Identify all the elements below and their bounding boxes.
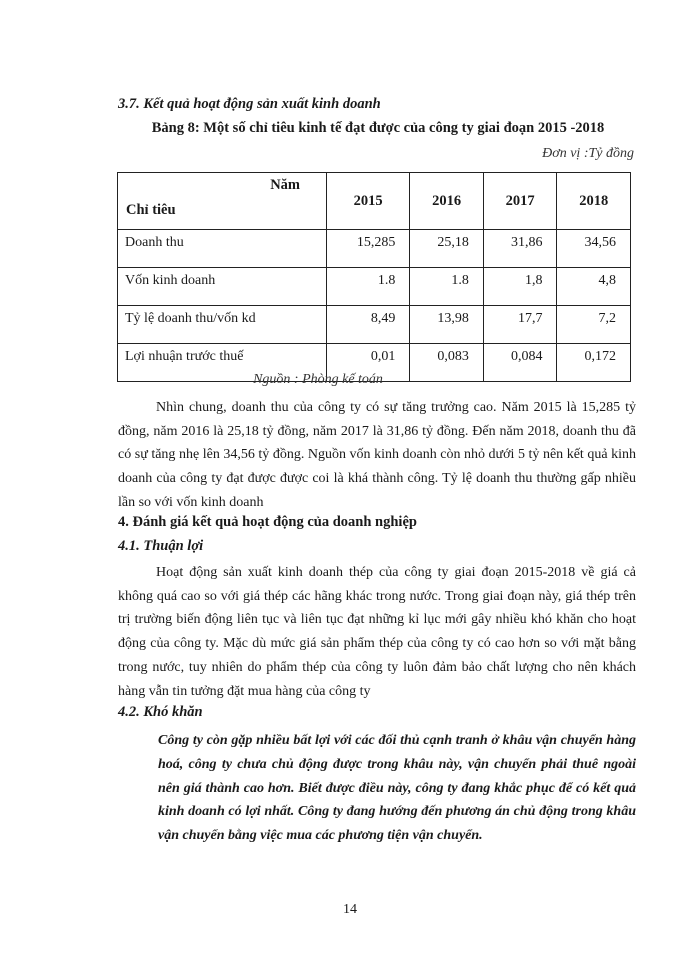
difficulties-paragraph: Công ty còn gặp nhiều bất lợi với các đối thủ cạnh tranh ở khâu vận chuyển hàng hoá, công ty chưa chủ động được trong khâu này, vận chuyển phải thuê ngoài nên giá thành cao hơn. Biết được điều này, công ty đang khắc phục để có kết quả kinh doanh có lợi nhất. Công ty đang hướng đến phương án chủ động trong khâu vận chuyển bằng việc mua các phương tiện vận chuyển. <box>158 733 636 844</box>
row-label: Lợi nhuận trước thuế <box>118 344 327 382</box>
table-cell: 17,7 <box>483 306 557 344</box>
row-label: Doanh thu <box>118 230 327 268</box>
indicators-table <box>117 172 631 382</box>
table-corner-cell <box>118 173 327 230</box>
summary-paragraph: Nhìn chung, doanh thu của công ty có sự tăng trưởng cao. Năm 2015 là 15,285 tỷ đồng, năm 2016 là 25,18 tỷ đồng, năm 2017 là 31,86 tỷ đồng. Đến năm 2018, doanh thu đã có sự tăng nhẹ lên 34,56 tỷ đồng. Nguồn vốn kinh doanh còn nhỏ dưới 5 tỷ nên kết quả kinh doanh của công ty đạt được được coi là khá thành công. Tỷ lệ doanh thu thường gấp nhiều lần so với vốn kinh doanh <box>118 400 636 510</box>
heading-difficulties: 4.2. Khó khăn <box>118 704 203 720</box>
table-header-row <box>118 173 631 230</box>
table-cell: 0,01 <box>327 344 410 382</box>
table-cell: 4,8 <box>557 268 631 306</box>
table-row <box>118 306 631 344</box>
year-header: 2015 <box>327 173 410 230</box>
unit-label: Đơn vị :Tỷ đồng <box>542 146 634 161</box>
table-cell: 25,18 <box>410 230 484 268</box>
year-header: 2017 <box>483 173 557 230</box>
year-header: 2016 <box>410 173 484 230</box>
table-source: Nguồn : Phòng kế toán <box>253 372 383 387</box>
heading-evaluation: 4. Đánh giá kết quả hoạt động của doanh nghiệp <box>118 514 417 530</box>
corner-row-label: Chỉ tiêu <box>126 202 176 218</box>
section-title: 3.7. Kết quả hoạt động sản xuất kinh doanh <box>118 96 381 112</box>
page-number: 14 <box>343 902 357 917</box>
table-cell: 1.8 <box>327 268 410 306</box>
table-cell: 0,084 <box>483 344 557 382</box>
table-cell: 8,49 <box>327 306 410 344</box>
year-header: 2018 <box>557 173 631 230</box>
table-cell: 31,86 <box>483 230 557 268</box>
advantages-paragraph: Hoạt động sản xuất kinh doanh thép của công ty giai đoạn 2015-2018 về giá cả không quá cao so với giá thép các hãng khác trong nước. Trong giai đoạn này, giá thép trên trị trường biến động liên tục và liên tục đạt những kỉ lục mới gây nhiều khó khăn cho hoạt động của công ty. Mặc dù mức giá sản phẩm thép của công ty có cao hơn so với mặt bằng trong nước, tuy nhiên do phẩm thép của công ty luôn đảm bảo chất lượng cho nên khách hàng vẫn tin tưởng đặt mua hàng của công ty <box>118 565 636 699</box>
corner-year-label: Năm <box>270 177 300 193</box>
table-row <box>118 268 631 306</box>
table-cell: 13,98 <box>410 306 484 344</box>
table-cell: 1.8 <box>410 268 484 306</box>
row-label: Tỷ lệ doanh thu/vốn kd <box>118 306 327 344</box>
table-cell: 34,56 <box>557 230 631 268</box>
table-cell: 0,172 <box>557 344 631 382</box>
table-cell: 0,083 <box>410 344 484 382</box>
heading-advantages: 4.1. Thuận lợi <box>118 538 204 554</box>
table-cell: 1,8 <box>483 268 557 306</box>
table-cell: 7,2 <box>557 306 631 344</box>
table-caption: Bảng 8: Một số chỉ tiêu kinh tế đạt được của công ty giai đoạn 2015 -2018 <box>151 120 605 136</box>
row-label: Vốn kinh doanh <box>118 268 327 306</box>
table-cell: 15,285 <box>327 230 410 268</box>
table-row <box>118 230 631 268</box>
